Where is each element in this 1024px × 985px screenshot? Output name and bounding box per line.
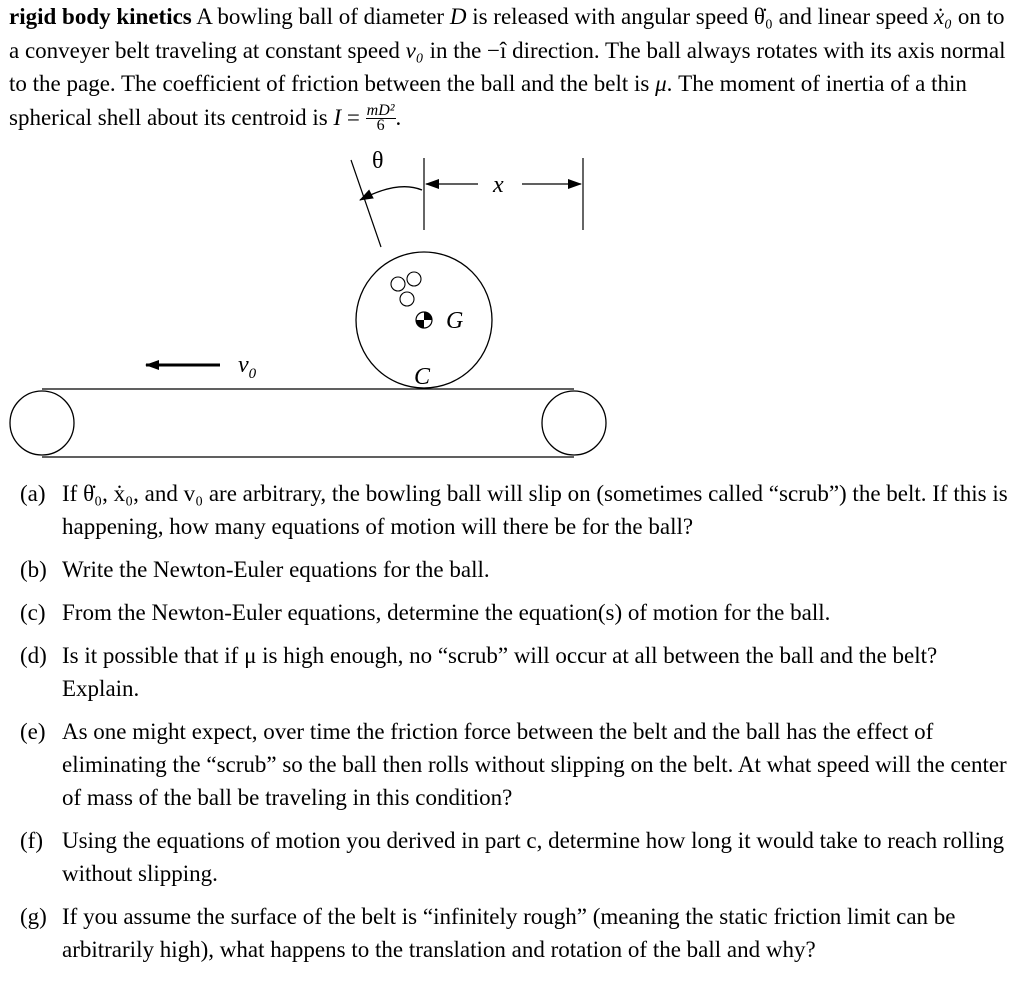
part-label: (e) <box>20 719 46 744</box>
question-part-e <box>20 715 1015 814</box>
var-inertia: I <box>333 104 342 130</box>
var-diameter: D <box>449 4 467 29</box>
part-text: Using the equations of motion you derived in part c, determine how long it would take to reach rolling without slipping. <box>62 828 1005 886</box>
question-part-a <box>20 477 1015 543</box>
part-label: (f) <box>20 828 43 853</box>
intro-text-6: . The moment of inertia of a thin spherical shell about its centroid is <box>9 71 967 130</box>
bowling-ball-diagram <box>0 140 1024 465</box>
question-parts <box>20 477 1015 976</box>
part-text: Is it possible that if μ is high enough, no “scrub” will occur at all between the ball and the belt? Explain. <box>62 643 938 701</box>
finger-hole-icon <box>407 272 421 286</box>
equals-sign: = <box>341 104 366 130</box>
part-label: (d) <box>20 643 47 668</box>
var-v0: v₀ <box>405 37 424 63</box>
part-text: As one might expect, over time the friction force between the belt and the ball has the effect of eliminating the “scrub” so the ball then rolls without slipping on the belt. At what speed will the center of mass of the ball be traveling in this condition? <box>62 719 1007 810</box>
inertia-fraction <box>366 104 396 133</box>
x-label: x <box>493 172 504 198</box>
intro-text-2: is released with angular speed <box>466 4 754 29</box>
inertia-numerator: mD² <box>366 102 395 120</box>
part-label: (b) <box>20 557 47 582</box>
v0-label: $v_0$ <box>238 352 257 382</box>
intro-text-3: and linear speed <box>772 4 934 29</box>
question-part-d <box>20 639 1015 705</box>
problem-statement <box>9 0 1015 134</box>
part-label: (c) <box>20 600 46 625</box>
theta-arc-arrow <box>360 187 422 200</box>
var-theta0-dot: θ̇₀ <box>753 4 773 29</box>
thumb-hole-icon <box>400 292 414 306</box>
part-text: From the Newton-Euler equations, determine the equation(s) of motion for the ball. <box>62 600 831 625</box>
inertia-denominator: 6 <box>376 117 385 135</box>
question-part-c <box>20 596 1015 629</box>
problem-heading: rigid body kinetics <box>9 4 192 29</box>
intro-text-5: in the −î direction. The ball always rotates with its axis normal to the page. The coefficient of friction between the ball and the belt is <box>9 37 1006 96</box>
intro-text-4: on to a conveyer belt traveling at constant speed <box>9 4 1005 63</box>
part-label: (g) <box>20 904 47 929</box>
part-text: If you assume the surface of the belt is “infinitely rough” (meaning the static friction limit can be arbitrarily high), what happens to the translation and rotation of the ball and why? <box>62 904 956 962</box>
belt-pulley-left <box>10 391 74 455</box>
var-x0-dot: ẋ₀ <box>933 4 953 29</box>
part-text: If θ̇₀, ẋ₀, and v₀ are arbitrary, the bowling ball will slip on (sometimes called “scrub”) the belt. If this is happening, how many equations of motion will there be for the ball? <box>62 481 1008 539</box>
intro-text-1: A bowling ball of diameter <box>191 4 450 29</box>
center-of-mass-icon <box>416 312 432 328</box>
finger-hole-icon <box>391 277 405 291</box>
part-text: Write the Newton-Euler equations for the ball. <box>62 557 490 582</box>
G-label: G <box>446 308 464 334</box>
question-part-b <box>20 553 1015 586</box>
question-part-f <box>20 824 1015 890</box>
intro-period: . <box>395 104 402 130</box>
theta-label: θ <box>372 148 384 174</box>
belt-pulley-right <box>542 391 606 455</box>
var-mu: μ <box>655 71 667 96</box>
part-label: (a) <box>20 481 46 506</box>
C-label: C <box>414 364 431 390</box>
question-part-g <box>20 900 1015 966</box>
